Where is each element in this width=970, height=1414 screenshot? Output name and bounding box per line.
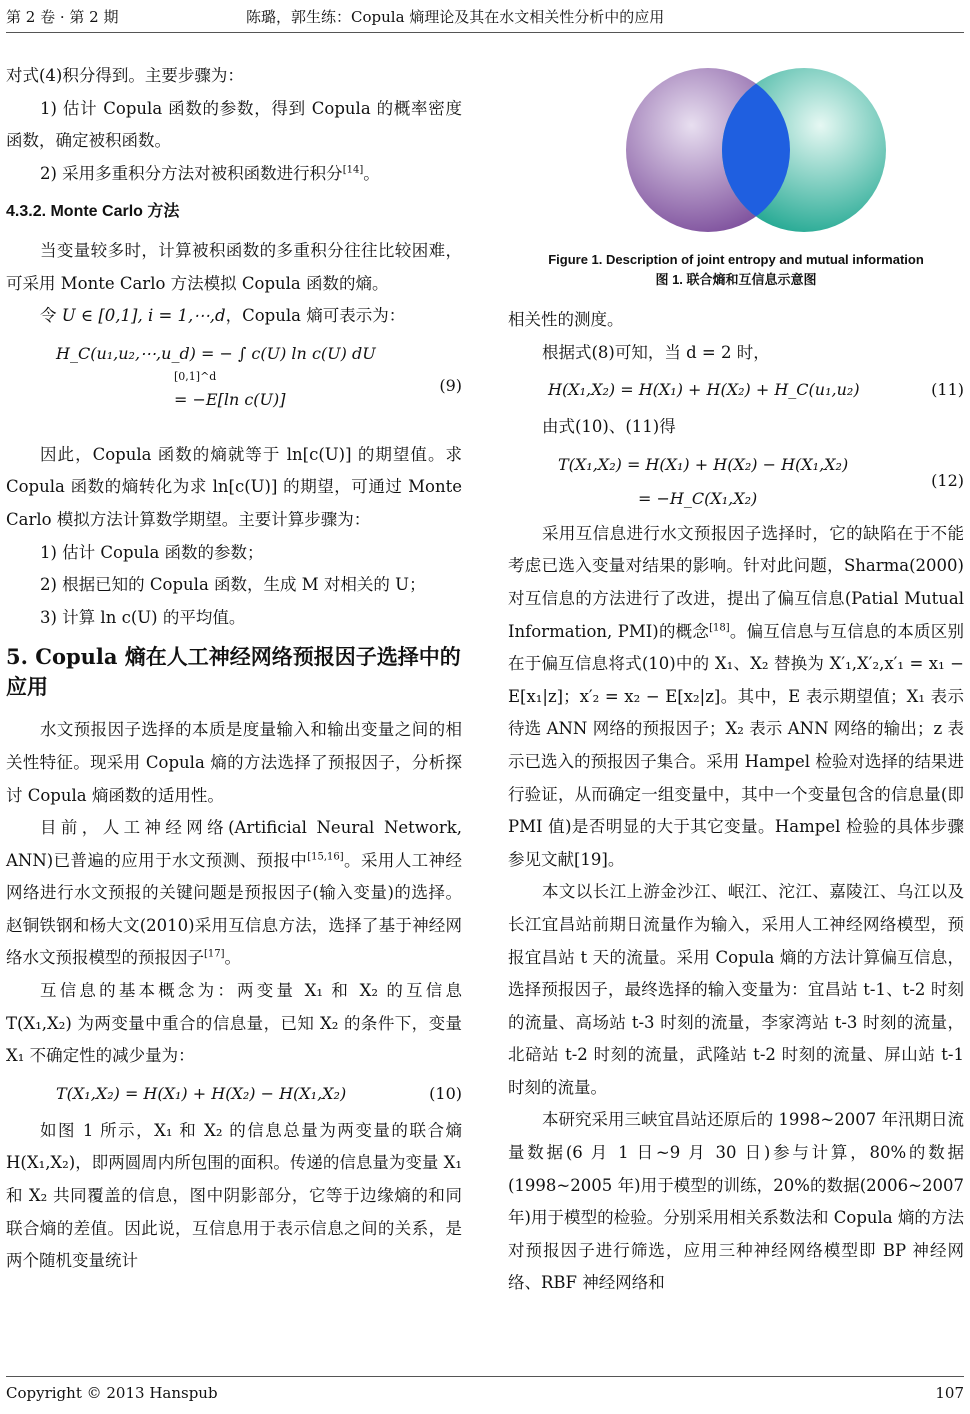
paragraph: 相关性的测度。 bbox=[508, 310, 624, 329]
right-column bbox=[508, 60, 964, 1300]
equation-10: T(X₁,X₂) = H(X₁) + H(X₂) − H(X₁,X₂) (10) bbox=[6, 1077, 462, 1111]
paragraph: 当变量较多时，计算被积函数的多重积分往往比较困难，可采用 Monte Carlo 方法模拟 Copula 函数的熵。 bbox=[6, 240, 462, 293]
figure-caption-cn: 图 1. 联合熵和互信息示意图 bbox=[655, 272, 817, 287]
page-footer bbox=[6, 1384, 964, 1402]
figure-caption-en: Figure 1. Description of joint entropy and mutual information bbox=[548, 252, 924, 267]
equation-number: (11) bbox=[931, 380, 964, 400]
paragraph: 目前，人工神经网络(Artificial Neural Network, ANN)已普遍的应用于水文预测、预报中[15,16]。采用人工神经网络进行水文预报的关键问题是预报因子(输入变量)的选择。赵铜铁钢和杨大文(2010)采用互信息方法，选择了基于神经网络水文预报模型的预报因子[17]。 bbox=[6, 818, 462, 968]
step-item: 2) 采用多重积分方法对被积函数进行积分[14]。 bbox=[40, 163, 380, 183]
figure-1 bbox=[508, 60, 964, 250]
integral-domain: [0,1]^d bbox=[174, 369, 217, 383]
step-item: 1) 估计 Copula 函数的参数； bbox=[40, 542, 264, 562]
copyright: Copyright © 2013 Hanspub bbox=[6, 1384, 218, 1402]
header-rule bbox=[6, 32, 964, 33]
step-item: 1) 估计 Copula 函数的参数，得到 Copula 的概率密度函数，确定被积函数。 bbox=[6, 98, 462, 151]
paragraph: 本文以长江上游金沙江、岷江、沱江、嘉陵江、乌江以及长江宜昌站前期日流量作为输入，采用人工神经网络模型，预报宜昌站 t 天的流量。采用 Copula 熵的方法计算偏互信息，选择预报因子，最终选择的输入变量为：宜昌站 t-1、t-2 时刻的流量、高场站 t-3 时刻的流量，李家湾站 t-3 时刻的流量，北碚站 t-2 时刻的流量，武隆站 t-2 时刻的流量、屏山站 t-1 时刻的流量。 bbox=[508, 882, 964, 1097]
paragraph: 因此，Copula 函数的熵就等于 ln[c(U)] 的期望值。求 Copula 函数的熵转化为求 ln[c(U)] 的期望，可通过 Monte Carlo 模拟方法计算数学期望。主要计算步骤为： bbox=[6, 444, 462, 529]
citation: [17] bbox=[204, 948, 225, 960]
paragraph: 根据式(8)可知，当 d = 2 时， bbox=[542, 342, 770, 362]
venn-diagram bbox=[508, 60, 964, 250]
equation-12: T(X₁,X₂) = H(X₁) + H(X₂) − H(X₁,X₂) = −H_C(X₁,X₂) (12) bbox=[558, 454, 964, 508]
paragraph: 由式(10)、(11)得 bbox=[542, 417, 676, 437]
journal-volume: 第 2 卷 · 第 2 期 bbox=[6, 8, 119, 26]
page-header bbox=[6, 6, 964, 30]
citation: [15,16] bbox=[307, 851, 344, 863]
citation: [14] bbox=[342, 164, 364, 176]
section-heading-4-3-2: 4.3.2. Monte Carlo 方法 bbox=[6, 203, 180, 221]
paragraph: 如图 1 所示，X₁ 和 X₂ 的信息总量为两变量的联合熵 H(X₁,X₂)，即两圆周内所包围的面积。传递的信息量为变量 X₁ 和 X₂ 共同覆盖的信息，图中阴影部分，它等于边缘熵的和同联合熵的差值。因此说，互信息用于表示信息之间的关系，是两个随机变量统计 bbox=[6, 1120, 462, 1271]
paragraph: 令 U ∈ [0,1], i = 1,⋯,d，Copula 熵可表示为： bbox=[40, 306, 406, 326]
equation-number: (12) bbox=[931, 470, 964, 490]
paragraph: 互信息的基本概念为：两变量 X₁ 和 X₂ 的互信息 T(X₁,X₂) 为两变量中重合的信息量，已知 X₂ 的条件下，变量 X₁ 不确定性的减少量为： bbox=[6, 981, 462, 1066]
paragraph: 本研究采用三峡宜昌站还原后的 1998~2007 年汛期日流量数据(6 月 1 日~9 月 30 日)参与计算，80%的数据(1998~2005 年)用于模型的训练，20%的数据(2006~2007 年)用于模型的检验。分别采用相关系数法和 Copula 熵的方法对预报因子进行筛选，应用三种神经网络模型即 BP 神经网络、RBF 神经网络和 bbox=[508, 1110, 964, 1293]
paragraph: 对式(4)积分得到。主要步骤为： bbox=[6, 66, 244, 85]
inline-math: U ∈ [0,1], i = 1,⋯,d bbox=[61, 306, 226, 326]
chapter-heading-5: 5. Copula 熵在人工神经网络预报因子选择中的应用 bbox=[6, 644, 461, 700]
step-item: 2) 根据已知的 Copula 函数，生成 M 对相关的 U； bbox=[40, 575, 426, 595]
page-number: 107 bbox=[935, 1384, 964, 1402]
equation-number: (10) bbox=[429, 1083, 462, 1103]
equation-11: H(X₁,X₂) = H(X₁) + H(X₂) + H_C(u₁,u₂) (11) bbox=[508, 373, 964, 407]
equation-number: (9) bbox=[439, 375, 462, 395]
citation: [18] bbox=[709, 622, 730, 634]
equation-9: H_C(u₁,u₂,⋯,u_d) = − ∫ c(U) ln c(U) dU [0,1]^d = −E[ln c(U)] (9) bbox=[56, 343, 462, 409]
running-title: 陈璐，郭生练：Copula 熵理论及其在水文相关性分析中的应用 bbox=[246, 8, 665, 26]
paragraph: 采用互信息进行水文预报因子选择时，它的缺陷在于不能考虑已选入变量对结果的影响。针对此问题，Sharma(2000)对互信息的方法进行了改进，提出了偏互信息(Patial Mutual Information, PMI)的概念[18]。偏互信息与互信息的本质区别在于偏互信息将式(10)中的 X₁、X₂ 替换为 X′₁,X′₂,x′₁ = x₁ − E[x₁|z]；x′₂ = x₂ − E[x₂|z]。其中，E 表示期望值；X₁ 表示待选 ANN 网络的预报因子；X₂ 表示 ANN 网络的输出；z 表示已选入的预报因子集合。采用 Hampel 检验对选择的结果进行验证，从而确定一组变量中，其中一个变量包含的信息量(即 PMI 值)是否明显的大于其它变量。Hampel 检验的具体步骤参见文献[19]。 bbox=[508, 523, 965, 869]
paragraph: 水文预报因子选择的本质是度量输入和输出变量之间的相关性特征。现采用 Copula 熵的方法选择了预报因子，分析探讨 Copula 熵函数的适用性。 bbox=[6, 720, 462, 805]
footer-rule bbox=[6, 1376, 964, 1377]
left-column bbox=[6, 60, 462, 1278]
step-item: 3) 计算 ln c(U) 的平均值。 bbox=[40, 607, 246, 627]
